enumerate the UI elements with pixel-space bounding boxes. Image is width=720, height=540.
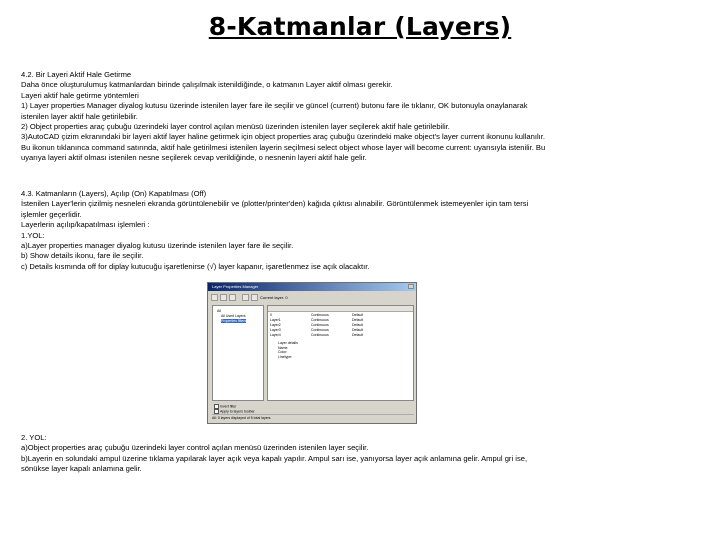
text-line: 1.YOL: <box>21 230 45 240</box>
new-filter-icon <box>211 294 218 301</box>
layer-name: Layer2 <box>270 323 281 327</box>
text-line: a)Object properties araç çubuğu üzerindeki layer control açılan menüsü üzerinden istenilen layer seçilir. <box>21 443 369 453</box>
text-line: Layerlerin açılıp/kapatılması işlemleri : <box>21 220 150 230</box>
layer-name: 0 <box>270 313 272 317</box>
text-line: 2) Object properties araç çubuğu üzerindeki layer control açılan menüsü üzerinden istenilen layer seçilerek aktif hale getirilebilir. <box>21 122 450 132</box>
layer-linetype: Continuous <box>310 323 329 327</box>
section-layer-on-off <box>21 189 711 272</box>
text-line: İstenilen Layer'lerin çizilmiş nesneleri ekranda görüntülenebilir ve (plotter/printer'den) kağıda çıktısı alınabilir. Görüntülenmek istemeyenler için tam tersi <box>21 199 529 209</box>
invert-filter-checkbox: Invert filter <box>214 404 236 409</box>
group-filter-icon <box>220 294 227 301</box>
new-layer-icon <box>242 294 249 301</box>
layer-lineweight: Default <box>351 333 364 337</box>
layer-name: Layer4 <box>270 333 281 337</box>
text-line: 4.2. Bir Layeri Aktif Hale Getirme <box>21 70 132 79</box>
details-label: Color: <box>278 350 288 354</box>
dialog-toolbar <box>211 294 415 302</box>
text-line: b)Layerin en solundaki ampul üzerine tıklama yapılarak layer açık veya kapalı yapılır. Ampul sarı ise, yanıyorsa layer açık anlamına gelir. Ampul gri ise, <box>21 453 528 463</box>
dialog-title-bar: Layer Properties Manager <box>208 283 416 291</box>
layer-linetype: Continuous <box>310 333 329 337</box>
status-bar: All: 5 layers displayed of 5 total layers <box>212 414 414 421</box>
layer-name: Layer1 <box>270 318 281 322</box>
layer-row <box>270 323 410 327</box>
tree-item: All <box>217 309 221 313</box>
layer-row <box>270 333 410 337</box>
layer-linetype: Continuous <box>310 313 329 317</box>
delete-layer-icon <box>251 294 258 301</box>
slide-title: 8-Katmanlar (Layers) <box>208 12 512 41</box>
filter-tree <box>212 305 264 401</box>
text-line: 3)AutoCAD çizim ekranındaki bir layeri aktif layer haline getirmek için object properties araç çubuğu üzerindeki make object's layer current ikonunu kullanılır. <box>21 132 545 142</box>
layer-linetype: Continuous <box>310 318 329 322</box>
text-line: b) Show details ikonu, fare ile seçilir. <box>21 251 144 261</box>
tree-item: All Used Layers <box>221 314 246 318</box>
layer-details <box>278 341 298 359</box>
text-line: sönükse layer kapalı anlamına gelir. <box>21 464 142 474</box>
close-icon <box>408 284 414 289</box>
states-icon <box>229 294 236 301</box>
text-line: c) Details kısmında off for diplay kutucuğu işaretlenirse (√) layer kapanır, işaretlenmez ise açık olacaktır. <box>21 261 370 271</box>
apply-toolbar-checkbox: Apply to layers toolbar <box>214 409 255 414</box>
layer-lineweight: Default <box>351 323 364 327</box>
layer-properties-dialog-screenshot <box>207 282 417 424</box>
list-header <box>268 306 413 312</box>
text-line: Layeri aktif hale getirme yöntemleri <box>21 90 139 100</box>
section-active-layer <box>21 70 711 164</box>
current-layer-label: Current layer: 0 <box>260 295 288 300</box>
text-line: Bu ikonun tıklanınca command satırında, aktif hale getirilmesi istenilen layerin seçilmesi select object whose layer will become current: uyarısıyla istenilir. Bu <box>21 142 546 152</box>
layer-name: Layer3 <box>270 328 281 332</box>
tree-item: Properties filters <box>221 319 247 323</box>
text-line: 1) Layer properties Manager diyalog kutusu üzerinde istenilen layer fare ile seçilir ve güncel (current) butonu fare ile tıklanır, OK butonuyla onaylanarak <box>21 101 528 111</box>
text-line: 4.3. Katmanların (Layers), Açılıp (On) Kapatılması (Off) <box>21 189 207 198</box>
text-line: istenilen layer aktif hale getirilebilir. <box>21 111 138 121</box>
section-second-way <box>21 433 711 475</box>
text-line: 2. YOL: <box>21 433 47 442</box>
text-line: uyarıya layeri aktif olması istenilen nesne seçilerek cevap verildiğinde, o nesnenin layeri aktif hale gelir. <box>21 153 367 163</box>
details-label: Layer details <box>278 341 298 345</box>
text-line: işlemler geçerlidir. <box>21 209 82 219</box>
layer-linetype: Continuous <box>310 328 329 332</box>
layer-lineweight: Default <box>351 328 364 332</box>
layer-row <box>270 318 410 322</box>
layer-lineweight: Default <box>351 318 364 322</box>
details-label: Name: <box>278 345 289 350</box>
layer-lineweight: Default <box>351 313 364 317</box>
layer-row <box>270 328 410 332</box>
text-line: a)Layer properties manager diyalog kutusu üzerinde istenilen layer fare ile seçilir. <box>21 241 294 251</box>
text-line: Daha önce oluşturulumuş katmanlardan birinde çalışılmak istenildiğinde, o katmanın Layer aktif olması gerekir. <box>21 80 393 90</box>
details-label: Linetype: <box>278 354 293 359</box>
layer-row <box>270 313 410 317</box>
